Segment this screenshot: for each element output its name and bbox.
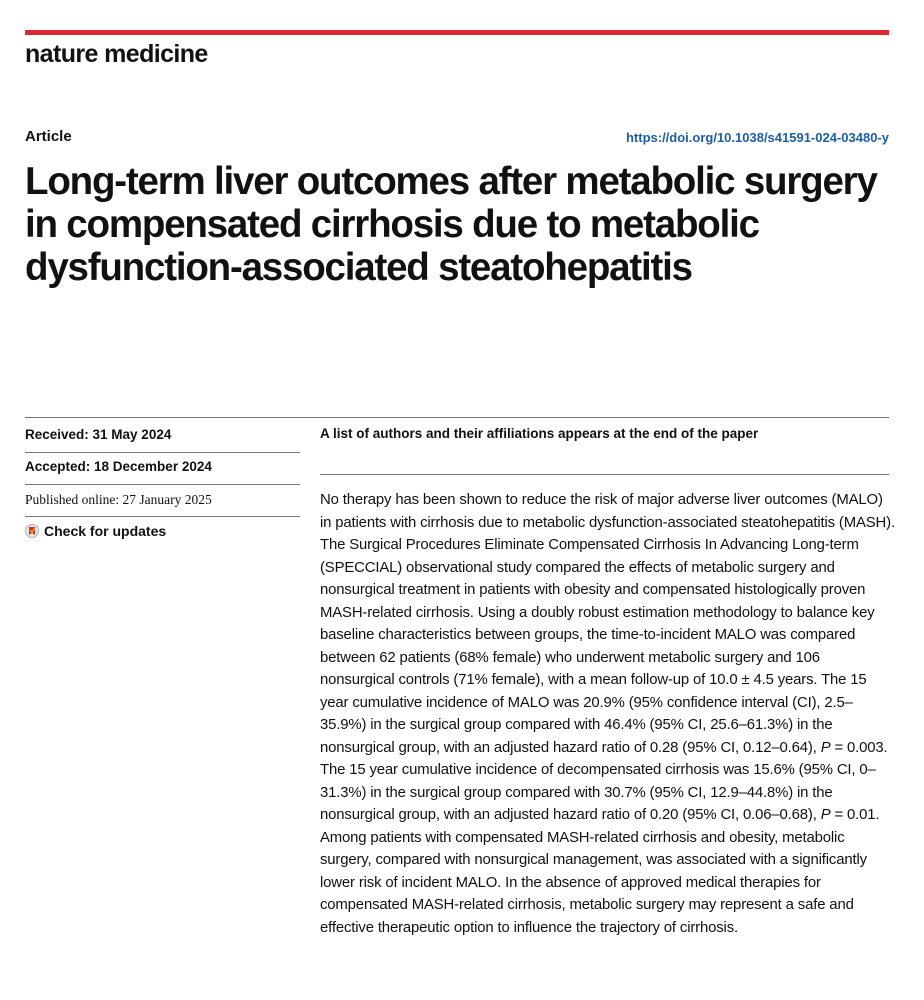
article-title: Long-term liver outcomes after metabolic surgery in compensated cirrhosis due to metabolic dysfunction-associated steatohepatitis [25,160,877,289]
p-value-label-2: P [820,807,831,823]
check-for-updates-label: Check for updates [44,523,167,539]
journal-accent-bar [25,30,889,35]
check-for-updates-button[interactable] [25,523,166,539]
accepted-date: Accepted: 18 December 2024 [25,459,212,474]
divider-top [25,417,889,418]
received-date: Received: 31 May 2024 [25,427,172,442]
abstract [320,489,895,939]
abstract-part-3: = 0.01. Among patients with compensated MASH-related cirrhosis and obesity, metabolic surgery, compared with nonsurgical management, was associated with a significantly lower risk of incident MALO. In the absence of approved medical therapies for compensated MASH-related cirrhosis, metabolic surgery may represent a safe and effective therapeutic option to influence the trajectory of cirrhosis. [320,807,880,936]
abstract-part-2: = 0.003. The 15 year cumulative incidence of decompensated cirrhosis was 15.6% (95% CI, 0–31.3%) in the surgical group compared with 30.7% (95% CI, 12.9–44.8%) in the nonsurgical group, with an adjusted hazard ratio of 0.20 (95% CI, 0.06–0.68), [320,739,888,823]
divider-accepted [25,484,300,485]
journal-name[interactable]: nature medicine [25,40,208,68]
abstract-part-1: No therapy has been shown to reduce the risk of major adverse liver outcomes (MALO) in patients with cirrhosis due to metabolic dysfunction-associated steatohepatitis (MASH). The Surgical Procedures Eliminate Compensated Cirrhosis In Advancing Long-term (SPECCIAL) observational study compared the effects of metabolic surgery and nonsurgical treatment in patients with obesity and compensated histologically proven MASH-related cirrhosis. Using a doubly robust estimation methodology to balance key baseline characteristics between groups, the time-to-incident MALO was compared between 62 patients (68% female) who underwent metabolic surgery and 106 nonsurgical controls (71% female), with a mean follow-up of 10.0 ± 4.5 years. The 15 year cumulative incidence of MALO was 20.9% (95% confidence interval (CI), 2.5–35.9%) in the surgical group compared with 46.4% (95% CI, 25.6–61.3%) in the nonsurgical group, with an adjusted hazard ratio of 0.28 (95% CI, 0.12–0.64), [320,492,895,756]
check-for-updates-icon [25,524,39,538]
divider-received [25,452,300,453]
published-date: Published online: 27 January 2025 [25,492,212,507]
doi-link[interactable]: https://doi.org/10.1038/s41591-024-03480-y [625,130,889,145]
divider-published [25,516,300,517]
article-type: Article [25,128,72,145]
p-value-label-1: P [820,739,831,756]
authors-note: A list of authors and their affiliations appears at the end of the paper [320,426,759,441]
divider-authors [320,474,889,475]
